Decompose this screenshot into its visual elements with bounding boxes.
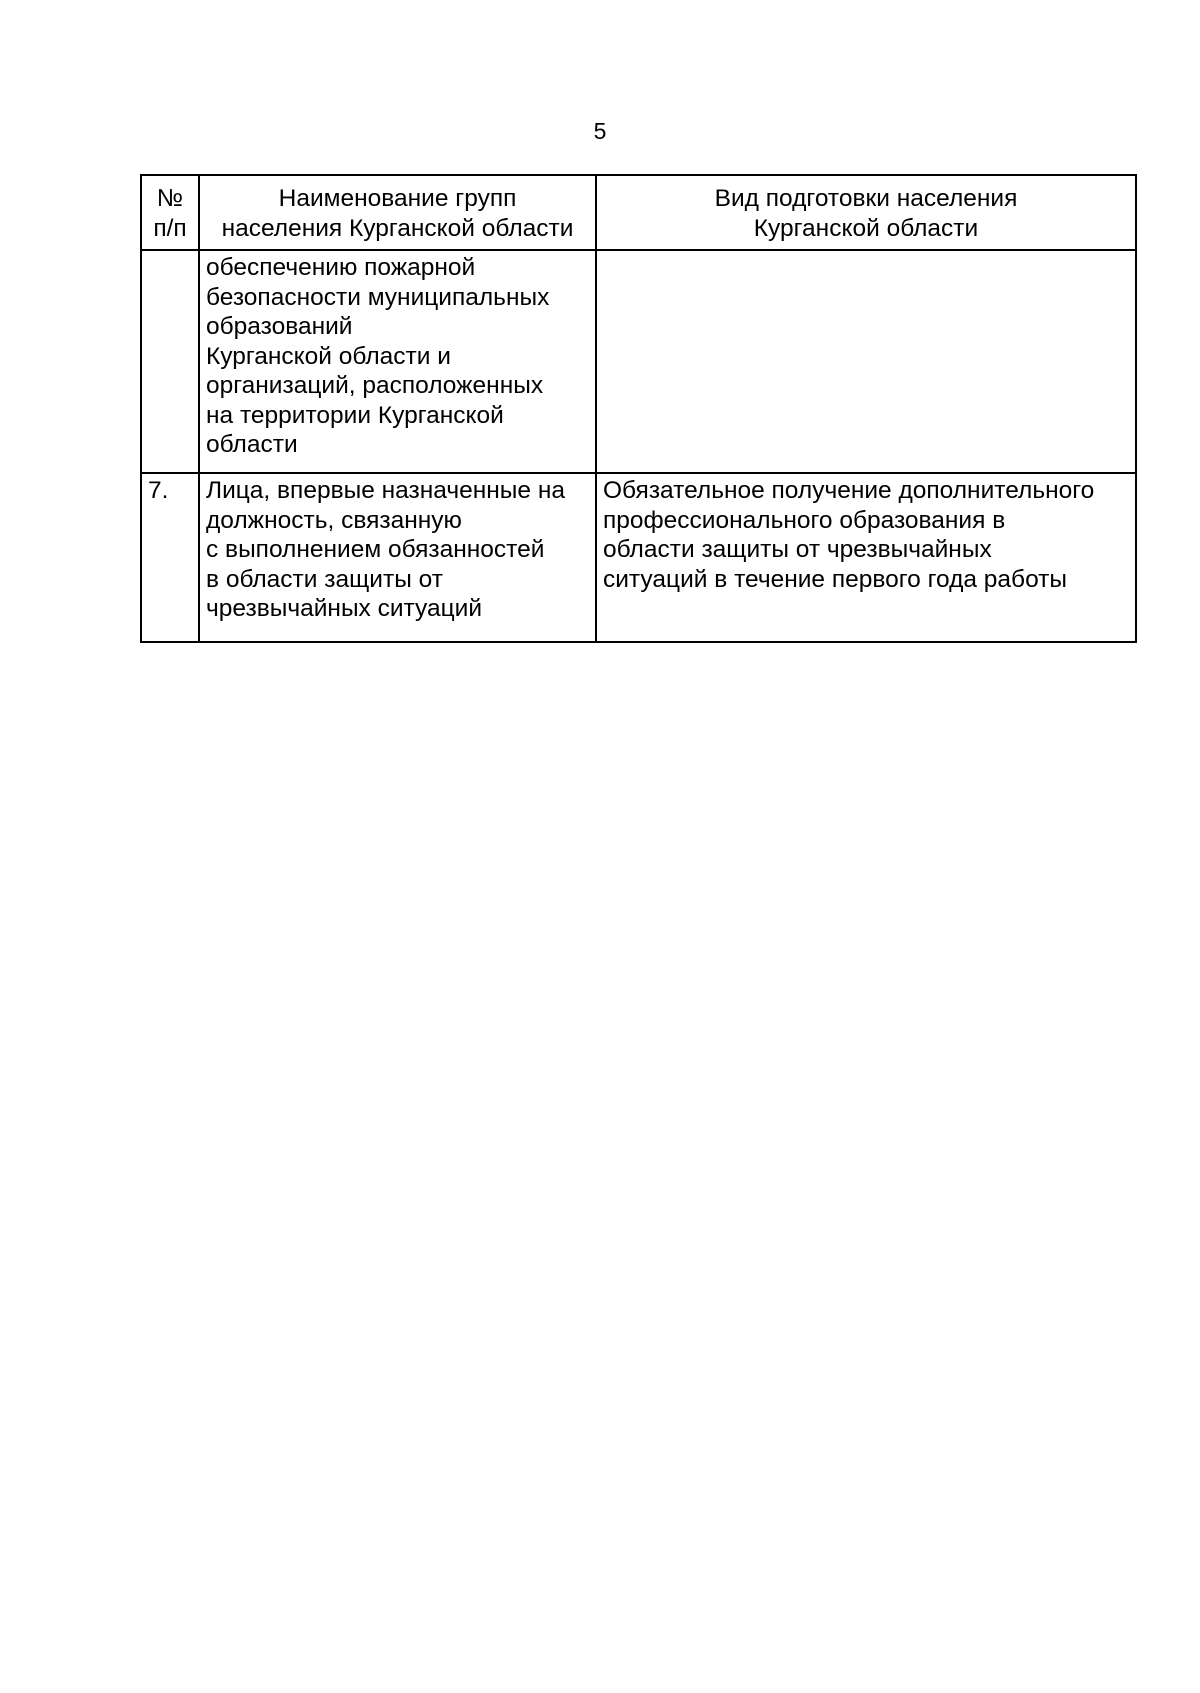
group-line: образований bbox=[206, 313, 353, 340]
table-row bbox=[141, 250, 1136, 473]
training-line: Обязательное получение дополнительного bbox=[603, 477, 1095, 504]
header-training-type bbox=[596, 175, 1136, 250]
group-line: Лица, впервые назначенные на bbox=[206, 477, 566, 504]
group-line: на территории Курганской bbox=[206, 401, 504, 429]
page-number: 5 bbox=[593, 118, 607, 144]
group-line: должность, связанную bbox=[206, 506, 462, 534]
row-group-cell bbox=[199, 473, 596, 642]
header-training-line: Курганской области bbox=[753, 214, 979, 242]
header-number-line: п/п bbox=[153, 214, 187, 242]
row-training-cell bbox=[596, 473, 1136, 642]
training-line: профессионального образования в bbox=[603, 506, 1006, 534]
header-group-line: Наименование групп bbox=[278, 185, 517, 212]
row-training-cell bbox=[596, 250, 1136, 473]
group-line: области bbox=[206, 431, 298, 458]
group-line: организаций, расположенных bbox=[206, 372, 544, 399]
group-line: обеспечению пожарной bbox=[206, 254, 476, 281]
header-number-line: № bbox=[156, 185, 184, 212]
training-line: области защиты от чрезвычайных bbox=[603, 536, 992, 563]
row-number-cell: 7. bbox=[141, 473, 199, 642]
group-line: в области защиты от bbox=[206, 565, 443, 593]
row-number-cell bbox=[141, 250, 199, 473]
table-row bbox=[141, 473, 1136, 642]
row-group-cell bbox=[199, 250, 596, 473]
group-line: с выполнением обязанностей bbox=[206, 536, 545, 563]
header-group-name bbox=[199, 175, 596, 250]
header-number bbox=[141, 175, 199, 250]
training-table bbox=[140, 174, 1137, 643]
header-group-line: населения Курганской области bbox=[221, 214, 574, 242]
training-line: ситуаций в течение первого года работы bbox=[603, 565, 1067, 593]
group-line: чрезвычайных ситуаций bbox=[206, 595, 483, 622]
table-header-row bbox=[141, 175, 1136, 250]
header-training-line: Вид подготовки населения bbox=[714, 185, 1018, 212]
group-line: Курганской области и bbox=[206, 342, 451, 370]
group-line: безопасности муниципальных bbox=[206, 283, 550, 311]
